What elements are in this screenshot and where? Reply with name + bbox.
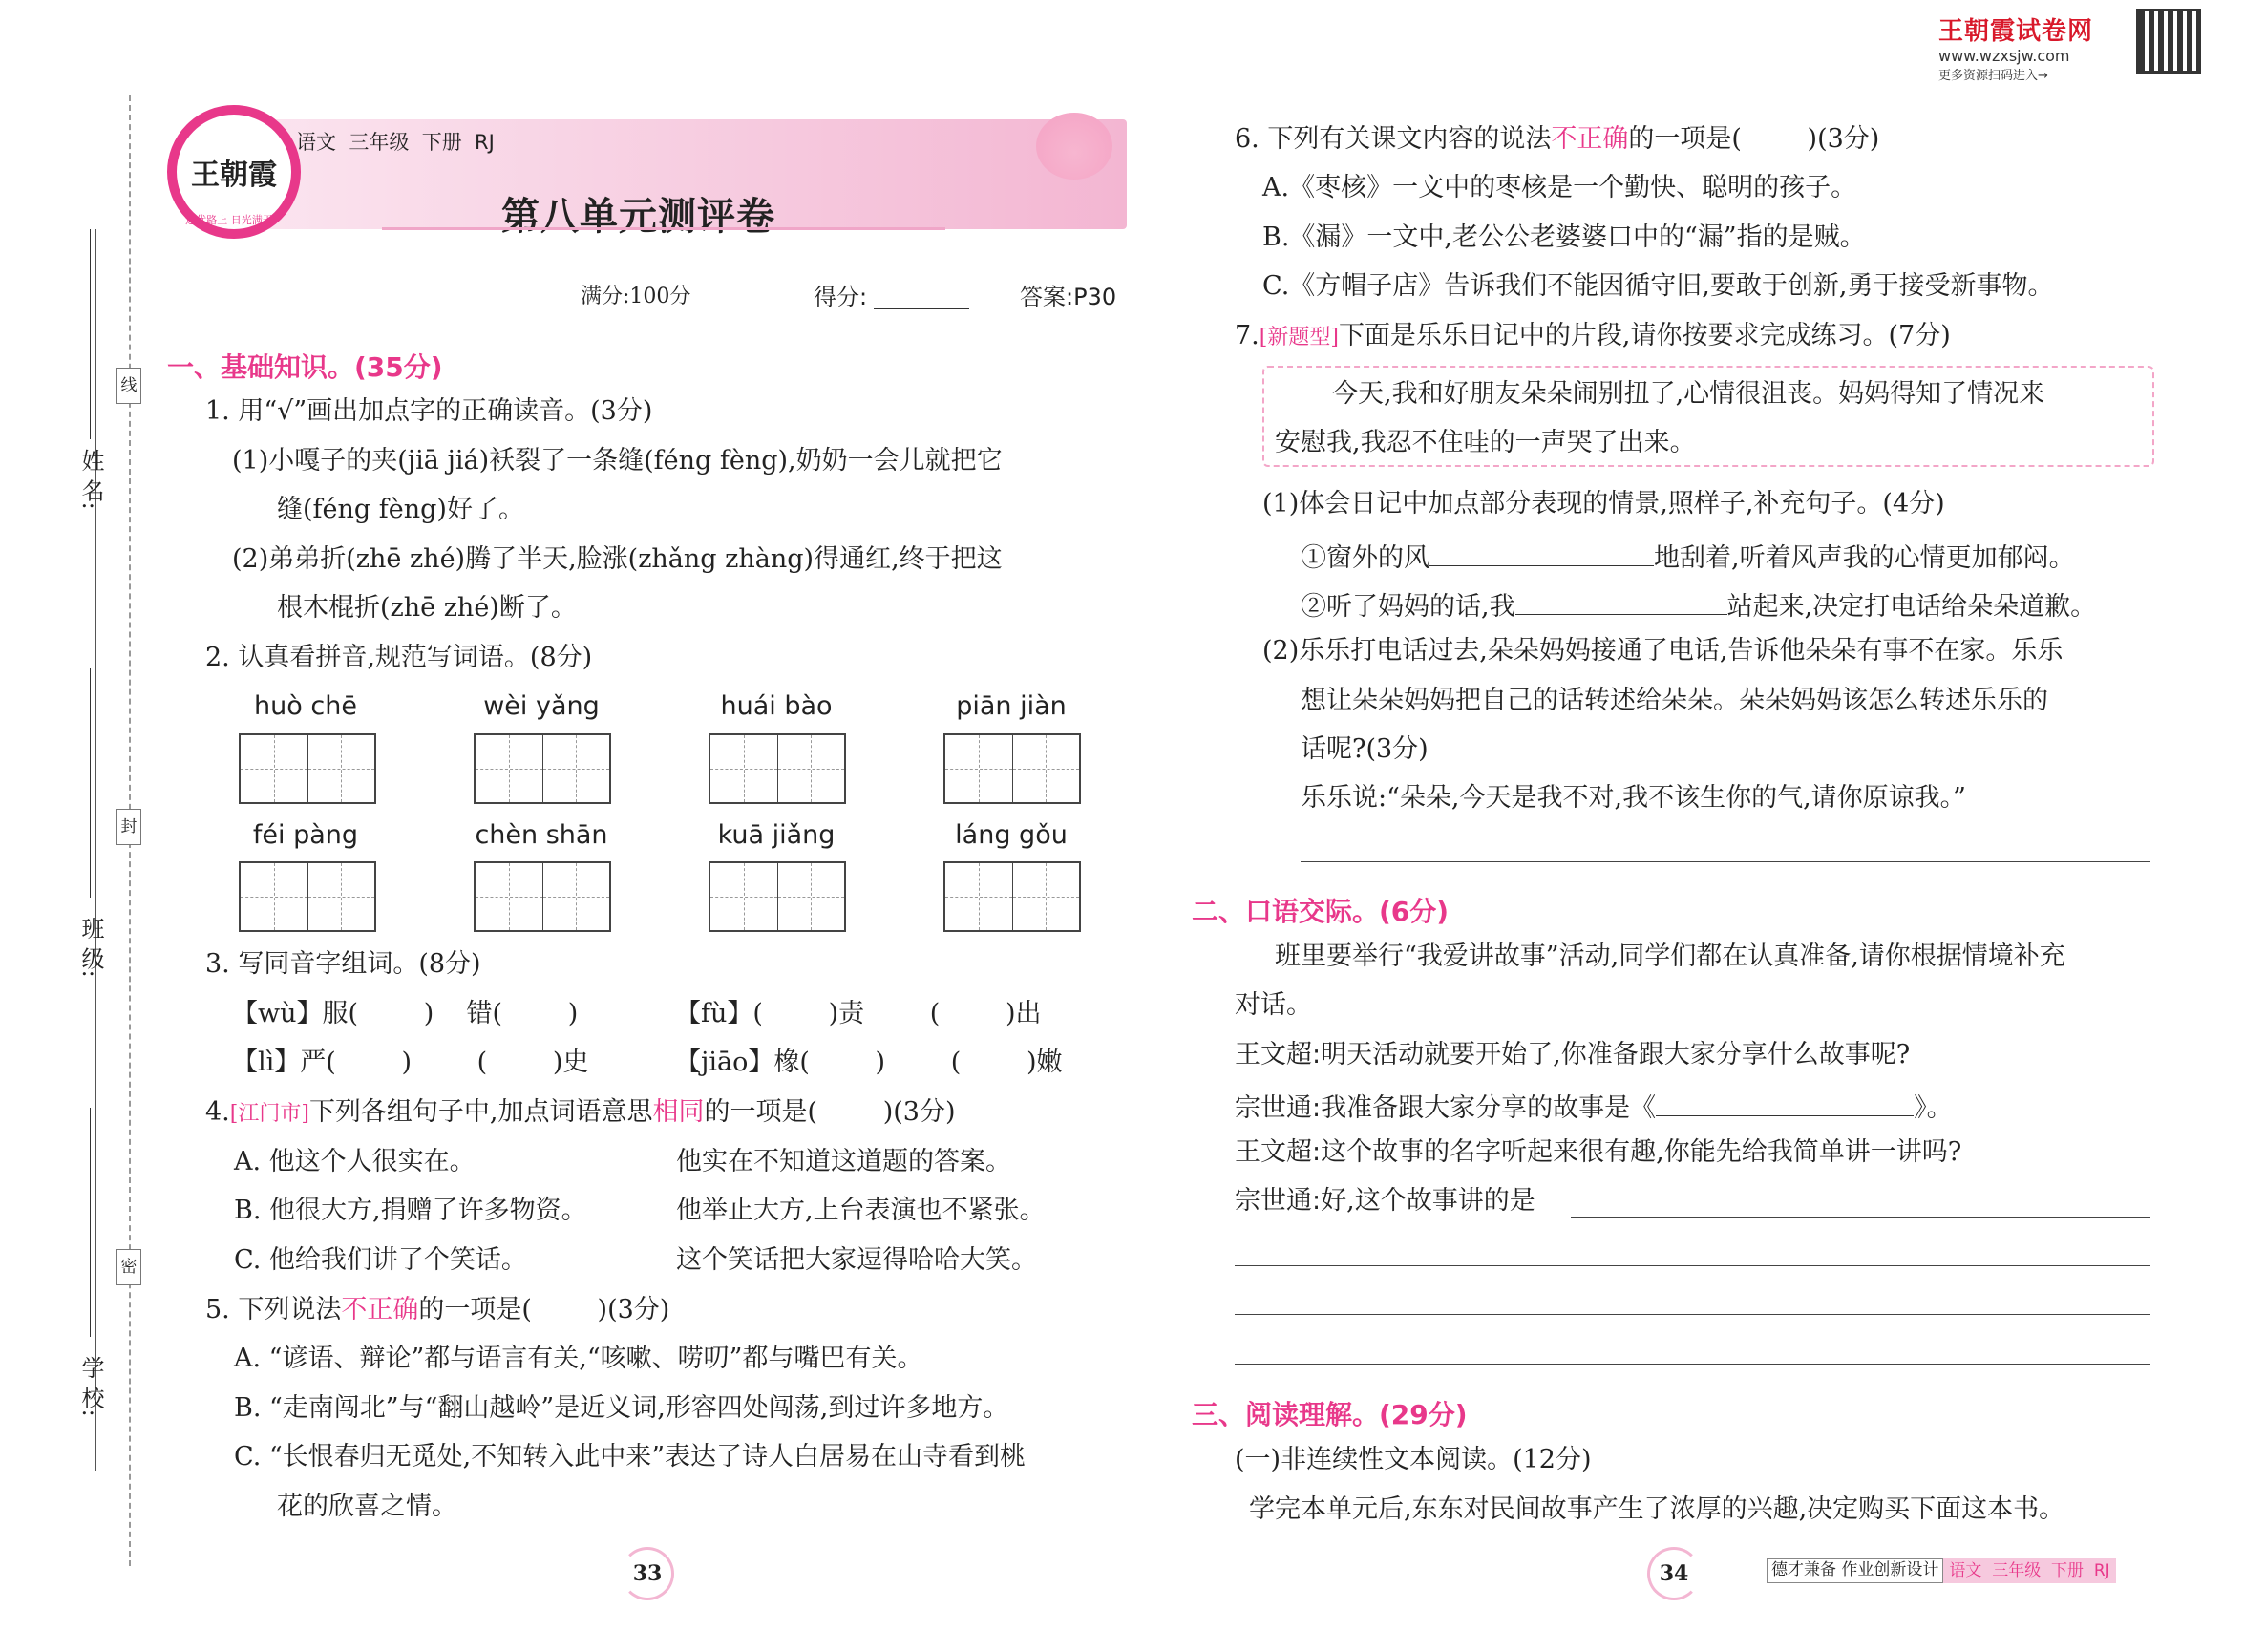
q5-option-b: B. “走南闯北”与“翻山越岭”是近义词,形容四处闯荡,到过许多地方。 <box>234 1393 1009 1423</box>
writing-grid[interactable] <box>709 733 846 804</box>
q7-num: 7. <box>1235 321 1260 350</box>
q7-sub2-line1: (2)乐乐打电话过去,朵朵妈妈接通了电话,告诉他朵朵有事不在家。乐乐 <box>1262 636 2064 666</box>
q5-stem <box>205 1293 669 1327</box>
q3-row2a: 【lì】严( ) ( )史 <box>232 1048 589 1077</box>
site-name: 王朝霞试卷网 <box>1938 17 2094 46</box>
school-field[interactable] <box>90 1108 91 1337</box>
name-label: 姓 名: <box>77 449 104 510</box>
q4-option-a1: A. 他这个人很实在。 <box>234 1147 476 1176</box>
diary-line1: 今天,我和好朋友朵朵闹别扭了,心情很沮丧。妈妈得知了情况来 <box>1332 379 2045 409</box>
oral-intro1: 班里要举行“我爱讲故事”活动,同学们都在认真准备,请你根据情境补充 <box>1275 942 2065 971</box>
school-label: 学 校: <box>77 1356 104 1417</box>
q7-sub2-line2: 想让朵朵妈妈把自己的话转述给朵朵。朵朵妈妈该怎么转述乐乐的 <box>1301 686 2048 715</box>
cut-mark-line: 线 <box>116 368 141 404</box>
pinyin-label: chèn shān <box>475 820 608 850</box>
dialog-3: 王文超:这个故事的名字听起来很有趣,你能先给我简单讲一讲吗? <box>1235 1137 1962 1167</box>
q4-stem-b: 的一项是( )(3分) <box>704 1097 956 1127</box>
reading-intro: 学完本单元后,东东对民间故事产生了浓厚的兴趣,决定购买下面这本书。 <box>1249 1494 2065 1524</box>
answer-line[interactable] <box>1571 1217 2150 1218</box>
q1-stem: 1. 用“√”画出加点字的正确读音。(3分) <box>205 396 653 426</box>
dialog-1: 王文超:明天活动就要开始了,你准备跟大家分享什么故事呢? <box>1235 1040 1911 1070</box>
answer-blank[interactable] <box>1515 585 1727 615</box>
answer-line[interactable] <box>1235 1314 2150 1315</box>
q1-line4: 根木棍折(zhē zhé)断了。 <box>277 593 577 623</box>
dialog-4: 宗世通:好,这个故事讲的是 <box>1235 1186 1535 1216</box>
q6-stem-b: 的一项是( )(3分) <box>1628 124 1880 154</box>
pinyin-label: kuā jiǎng <box>717 820 836 850</box>
logo-text: 王朝霞 <box>191 159 277 192</box>
story-title-blank[interactable] <box>1656 1087 1914 1116</box>
q6-option-b: B.《漏》一文中,老公公老婆婆口中的“漏”指的是贼。 <box>1262 222 1866 252</box>
page-number-right: 34 <box>1647 1547 1701 1600</box>
logo-motto: 迎优路上 日光满天 <box>185 214 273 226</box>
pinyin-label: láng gǒu <box>955 820 1068 850</box>
cut-mark-secret: 密 <box>116 1249 141 1285</box>
q4-option-c2: 这个笑话把大家逗得哈哈大笑。 <box>676 1245 1037 1275</box>
q4-option-b2: 他举止大方,上台表演也不紧张。 <box>676 1196 1046 1225</box>
writing-grid[interactable] <box>943 861 1081 932</box>
q5-highlight: 不正确 <box>341 1295 419 1324</box>
diary-line2: 安慰我,我忍不住哇的一声哭了出来。 <box>1275 428 1696 457</box>
q7-sub1b: ②听了妈妈的话,我 站起来,决定打电话给朵朵道歉。 <box>1301 585 2096 625</box>
q5-stem-a: 5. 下列说法 <box>205 1295 342 1324</box>
q4-option-b1: B. 他很大方,捐赠了许多物资。 <box>234 1196 587 1225</box>
writing-grid[interactable] <box>239 733 376 804</box>
answer-line[interactable] <box>1301 861 2150 862</box>
section-reading: 三、阅读理解。(29分) <box>1192 1399 1468 1430</box>
speaker: 宗世通: <box>1235 1093 1322 1123</box>
q4-stem <box>205 1095 956 1132</box>
q1-line2: 缝(féng fèng)好了。 <box>277 495 524 524</box>
sidebar-divider <box>95 229 96 1471</box>
q7-sub1: (1)体会日记中加点部分表现的情景,照样子,补充句子。(4分) <box>1262 489 1945 519</box>
score-label: 得分: <box>814 284 868 310</box>
title-underline <box>382 227 945 230</box>
q5-stem-b: 的一项是( )(3分) <box>418 1295 670 1324</box>
pinyin-label: piān jiàn <box>956 691 1067 721</box>
q5-option-a: A. “谚语、辩论”都与语言有关,“咳嗽、唠叨”都与嘴巴有关。 <box>234 1344 923 1373</box>
writing-grid[interactable] <box>474 861 611 932</box>
q7-sub2-line3: 话呢?(3分) <box>1301 734 1429 764</box>
answer-line[interactable] <box>1235 1364 2150 1365</box>
q6-highlight: 不正确 <box>1551 124 1629 154</box>
q4-option-c1: C. 他给我们讲了个笑话。 <box>234 1245 527 1275</box>
answer-ref: 答案:P30 <box>1020 284 1117 310</box>
q7-sub2-quote: 乐乐说:“朵朵,今天是我不对,我不该生你的气,请你原谅我。” <box>1301 783 1966 813</box>
q4-highlight: 相同 <box>652 1097 705 1127</box>
site-tagline: 更多资源扫码进入→ <box>1938 69 2048 83</box>
q4-option-a2: 他实在不知道这道题的答案。 <box>676 1147 1011 1176</box>
q3-row1a: 【wù】服( ) 错( ) <box>232 999 579 1028</box>
q7-sub1a: ①窗外的风 地刮着,听着风声我的心情更加郁闷。 <box>1301 537 2075 576</box>
reading-part1: (一)非连续性文本阅读。(12分) <box>1235 1445 1592 1474</box>
section-oral: 二、口语交际。(6分) <box>1192 896 1450 927</box>
q7-stem <box>1235 319 1951 355</box>
speaker: 王文超: <box>1235 1137 1322 1167</box>
page-number-left: 33 <box>621 1547 674 1600</box>
name-field[interactable] <box>90 229 91 439</box>
pinyin-label: huái bào <box>720 691 833 721</box>
pinyin-label: huò chē <box>254 691 357 721</box>
speaker: 王文超: <box>1235 1040 1322 1070</box>
pinyin-label: féi pàng <box>252 820 359 850</box>
q3-stem: 3. 写同音字组词。(8分) <box>205 949 481 979</box>
cut-mark-seal: 封 <box>116 809 141 845</box>
q6-stem-a: 6. 下列有关课文内容的说法 <box>1235 124 1552 154</box>
dialog-2: 宗世通:我准备跟大家分享的故事是《 》。 <box>1235 1087 1953 1126</box>
q6-option-a: A.《枣核》一文中的枣核是一个勤快、聪明的孩子。 <box>1262 173 1857 202</box>
score-field[interactable] <box>874 308 969 309</box>
writing-grid[interactable] <box>474 733 611 804</box>
page-title: 第八单元测评卷 <box>501 195 775 239</box>
q5-option-c1: C. “长恨春归无觅处,不知转入此中来”表达了诗人白居易在山寺看到桃 <box>234 1442 1027 1472</box>
answer-line[interactable] <box>1235 1265 2150 1266</box>
q3-row1b: 【fù】( )责 ( )出 <box>675 999 1042 1028</box>
section-basic: 一、基础知识。(35分) <box>167 351 443 383</box>
q6-option-c: C.《方帽子店》告诉我们不能因循守旧,要敢于创新,勇于接受新事物。 <box>1262 271 2054 301</box>
q6-stem <box>1235 122 1879 157</box>
oral-intro2: 对话。 <box>1235 990 1312 1020</box>
site-url: www.wzxsjw.com <box>1938 47 2070 65</box>
writing-grid[interactable] <box>943 733 1081 804</box>
header-meta: 语文 三年级 下册 RJ <box>296 131 495 154</box>
q1-line3: (2)弟弟折(zhē zhé)腾了半天,脸涨(zhǎng zhàng)得通红,终于把这 <box>232 544 1003 574</box>
class-label: 班 级: <box>77 917 104 978</box>
speaker: 宗世通: <box>1235 1186 1322 1216</box>
banner-sun-icon <box>1036 113 1112 180</box>
q5-option-c2: 花的欣喜之情。 <box>277 1492 457 1521</box>
writing-grid[interactable] <box>709 861 846 932</box>
qr-code-icon <box>2139 11 2198 71</box>
q4-stem-a: 下列各组句子中,加点词语意思 <box>308 1097 653 1127</box>
answer-blank[interactable] <box>1429 537 1654 566</box>
q7-tag: [新题型] <box>1259 326 1339 349</box>
writing-grid[interactable] <box>239 861 376 932</box>
footer-series: 德才兼备 作业创新设计 语文 三年级 下册 RJ <box>1767 1558 2116 1583</box>
full-score: 满分:100分 <box>581 285 691 308</box>
q3-row2b: 【jiāo】橡( ) ( )嫩 <box>675 1048 1063 1077</box>
q1-line1: (1)小嘎子的夹(jiā jiá)袄裂了一条缝(féng fèng),奶奶一会儿就把它 <box>232 446 1003 476</box>
q2-stem: 2. 认真看拼音,规范写词语。(8分) <box>205 643 593 672</box>
q4-num: 4. <box>205 1097 230 1127</box>
q7-stem-text: 下面是乐乐日记中的片段,请你按要求完成练习。(7分) <box>1338 321 1951 350</box>
pinyin-label: wèi yǎng <box>483 691 600 721</box>
q4-tag: [江门市] <box>229 1102 309 1126</box>
class-field[interactable] <box>90 668 91 898</box>
